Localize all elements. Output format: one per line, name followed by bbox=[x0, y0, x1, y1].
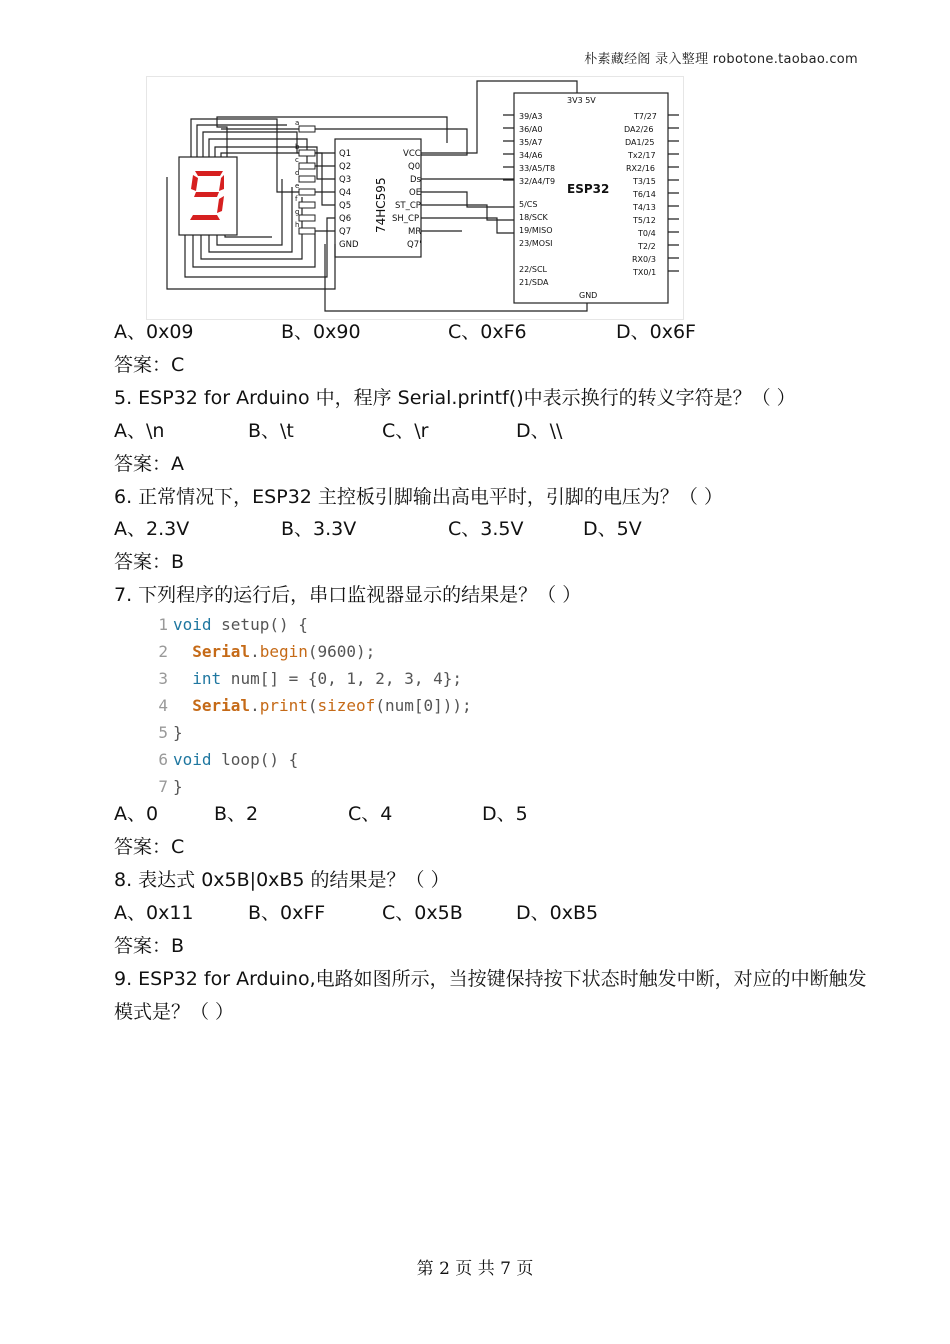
q4-answer: 答案：C bbox=[114, 354, 185, 376]
svg-text:GND: GND bbox=[579, 291, 598, 300]
code-line: Serial.begin(9600); bbox=[192, 642, 376, 661]
svg-text:3V3 5V: 3V3 5V bbox=[567, 96, 596, 105]
code-line: void setup() { bbox=[173, 615, 308, 634]
svg-text:Tx2/17: Tx2/17 bbox=[628, 151, 656, 160]
svg-text:c: c bbox=[295, 156, 299, 164]
q9-question-line2: 模式是？（ ） bbox=[114, 1001, 235, 1023]
svg-text:74HC595: 74HC595 bbox=[374, 177, 388, 233]
svg-text:RX2/16: RX2/16 bbox=[626, 164, 656, 173]
q5-option-b: B、\t bbox=[248, 420, 294, 442]
q7-option-c: C、4 bbox=[348, 803, 393, 825]
svg-text:22/SCL: 22/SCL bbox=[519, 265, 547, 274]
svg-text:VCC: VCC bbox=[403, 149, 421, 159]
svg-text:Q7': Q7' bbox=[407, 240, 422, 250]
svg-text:T5/12: T5/12 bbox=[633, 216, 656, 225]
code-line: } bbox=[173, 777, 183, 796]
svg-text:Q5: Q5 bbox=[339, 201, 352, 211]
q8-option-d: D、0xB5 bbox=[516, 902, 599, 924]
svg-text:Q7: Q7 bbox=[339, 227, 352, 237]
q7-answer: 答案：C bbox=[114, 836, 185, 858]
svg-text:34/A6: 34/A6 bbox=[519, 151, 543, 160]
svg-text:DA1/25: DA1/25 bbox=[625, 138, 655, 147]
q5-option-a: A、\n bbox=[114, 420, 165, 442]
svg-text:Ds: Ds bbox=[410, 175, 421, 185]
svg-text:Q1: Q1 bbox=[339, 149, 352, 159]
svg-text:OE: OE bbox=[409, 188, 422, 198]
q4-option-b: B、0x90 bbox=[281, 321, 361, 343]
q8-question: 8. 表达式 0x5B|0xB5 的结果是？（ ） bbox=[114, 869, 450, 891]
code-line: Serial.print(sizeof(num[0])); bbox=[192, 696, 472, 715]
q6-option-d: D、5V bbox=[583, 518, 642, 540]
code-line: int num[] = {0, 1, 2, 3, 4}; bbox=[192, 669, 462, 688]
svg-text:39/A3: 39/A3 bbox=[519, 112, 543, 121]
svg-text:33/A5/T8: 33/A5/T8 bbox=[519, 164, 556, 173]
svg-text:RX0/3: RX0/3 bbox=[632, 255, 656, 264]
svg-text:36/A0: 36/A0 bbox=[519, 125, 543, 134]
svg-text:DA2/26: DA2/26 bbox=[624, 125, 654, 134]
line-number: 2 bbox=[158, 642, 168, 661]
q5-answer: 答案：A bbox=[114, 453, 184, 475]
svg-text:T6/14: T6/14 bbox=[633, 190, 656, 199]
svg-text:Q4: Q4 bbox=[339, 188, 352, 198]
q6-option-a: A、2.3V bbox=[114, 518, 190, 540]
q6-option-c: C、3.5V bbox=[448, 518, 524, 540]
q6-option-b: B、3.3V bbox=[281, 518, 357, 540]
svg-text:23/MOSI: 23/MOSI bbox=[519, 239, 553, 248]
svg-text:T7/27: T7/27 bbox=[634, 112, 657, 121]
line-number: 6 bbox=[158, 750, 168, 769]
svg-text:g: g bbox=[295, 208, 300, 216]
q8-option-c: C、0x5B bbox=[382, 902, 463, 924]
svg-text:ESP32: ESP32 bbox=[567, 182, 610, 196]
svg-text:GND: GND bbox=[339, 240, 359, 250]
code-line: } bbox=[173, 723, 183, 742]
svg-text:a: a bbox=[295, 119, 300, 127]
svg-text:35/A7: 35/A7 bbox=[519, 138, 543, 147]
q5-option-c: C、\r bbox=[382, 420, 429, 442]
q5-option-d: D、\\ bbox=[516, 420, 563, 442]
code-line: void loop() { bbox=[173, 750, 299, 769]
svg-text:Q0: Q0 bbox=[408, 162, 421, 172]
digit-nine bbox=[190, 171, 224, 220]
svg-text:Q6: Q6 bbox=[339, 214, 352, 224]
svg-text:Q3: Q3 bbox=[339, 175, 352, 185]
q6-question: 6. 正常情况下，ESP32 主控板引脚输出高电平时，引脚的电压为？（ ） bbox=[114, 486, 723, 508]
svg-text:5/CS: 5/CS bbox=[519, 200, 538, 209]
svg-text:SH_CP: SH_CP bbox=[392, 214, 420, 224]
q7-option-a: A、0 bbox=[114, 803, 159, 825]
q8-answer: 答案：B bbox=[114, 935, 185, 957]
line-number: 5 bbox=[158, 723, 168, 742]
q4-option-a: A、0x09 bbox=[114, 321, 194, 343]
page-footer: 第 2 页 共 7 页 bbox=[416, 1259, 534, 1279]
svg-text:T3/15: T3/15 bbox=[633, 177, 656, 186]
svg-text:e: e bbox=[295, 182, 300, 190]
q8-option-b: B、0xFF bbox=[248, 902, 326, 924]
code-block bbox=[150, 614, 550, 803]
svg-text:MR: MR bbox=[408, 227, 422, 237]
svg-text:d: d bbox=[295, 169, 300, 177]
svg-text:ST_CP: ST_CP bbox=[395, 201, 421, 211]
line-number: 1 bbox=[158, 615, 168, 634]
line-number: 7 bbox=[158, 777, 168, 796]
q9-question-line1: 9. ESP32 for Arduino,电路如图所示，当按键保持按下状态时触发中断，对应的中断触发 bbox=[114, 968, 867, 990]
page-header: 朴素藏经阁 录入整理 robotone.taobao.com bbox=[584, 52, 858, 67]
q4-option-c: C、0xF6 bbox=[448, 321, 527, 343]
svg-text:32/A4/T9: 32/A4/T9 bbox=[519, 177, 556, 186]
q8-option-a: A、0x11 bbox=[114, 902, 194, 924]
svg-text:T2/2: T2/2 bbox=[638, 242, 656, 251]
q6-answer: 答案：B bbox=[114, 551, 185, 573]
svg-text:T0/4: T0/4 bbox=[638, 229, 656, 238]
svg-text:Q2: Q2 bbox=[339, 162, 352, 172]
svg-text:f: f bbox=[295, 195, 298, 203]
svg-text:b: b bbox=[295, 143, 300, 151]
svg-text:T4/13: T4/13 bbox=[633, 203, 656, 212]
q4-option-d: D、0x6F bbox=[616, 321, 696, 343]
svg-text:h: h bbox=[295, 221, 300, 229]
circuit-diagram bbox=[146, 76, 684, 320]
q5-question: 5. ESP32 for Arduino 中，程序 Serial.printf()中表示换行的转义字符是？（ ） bbox=[114, 387, 796, 409]
svg-text:19/MISO: 19/MISO bbox=[519, 226, 553, 235]
svg-text:18/SCK: 18/SCK bbox=[519, 213, 548, 222]
line-number: 3 bbox=[158, 669, 168, 688]
line-number: 4 bbox=[158, 696, 168, 715]
q7-question: 7. 下列程序的运行后，串口监视器显示的结果是？（ ） bbox=[114, 584, 582, 606]
svg-text:21/SDA: 21/SDA bbox=[519, 278, 549, 287]
q7-option-d: D、5 bbox=[482, 803, 528, 825]
q7-option-b: B、2 bbox=[214, 803, 259, 825]
svg-text:TX0/1: TX0/1 bbox=[633, 268, 657, 277]
